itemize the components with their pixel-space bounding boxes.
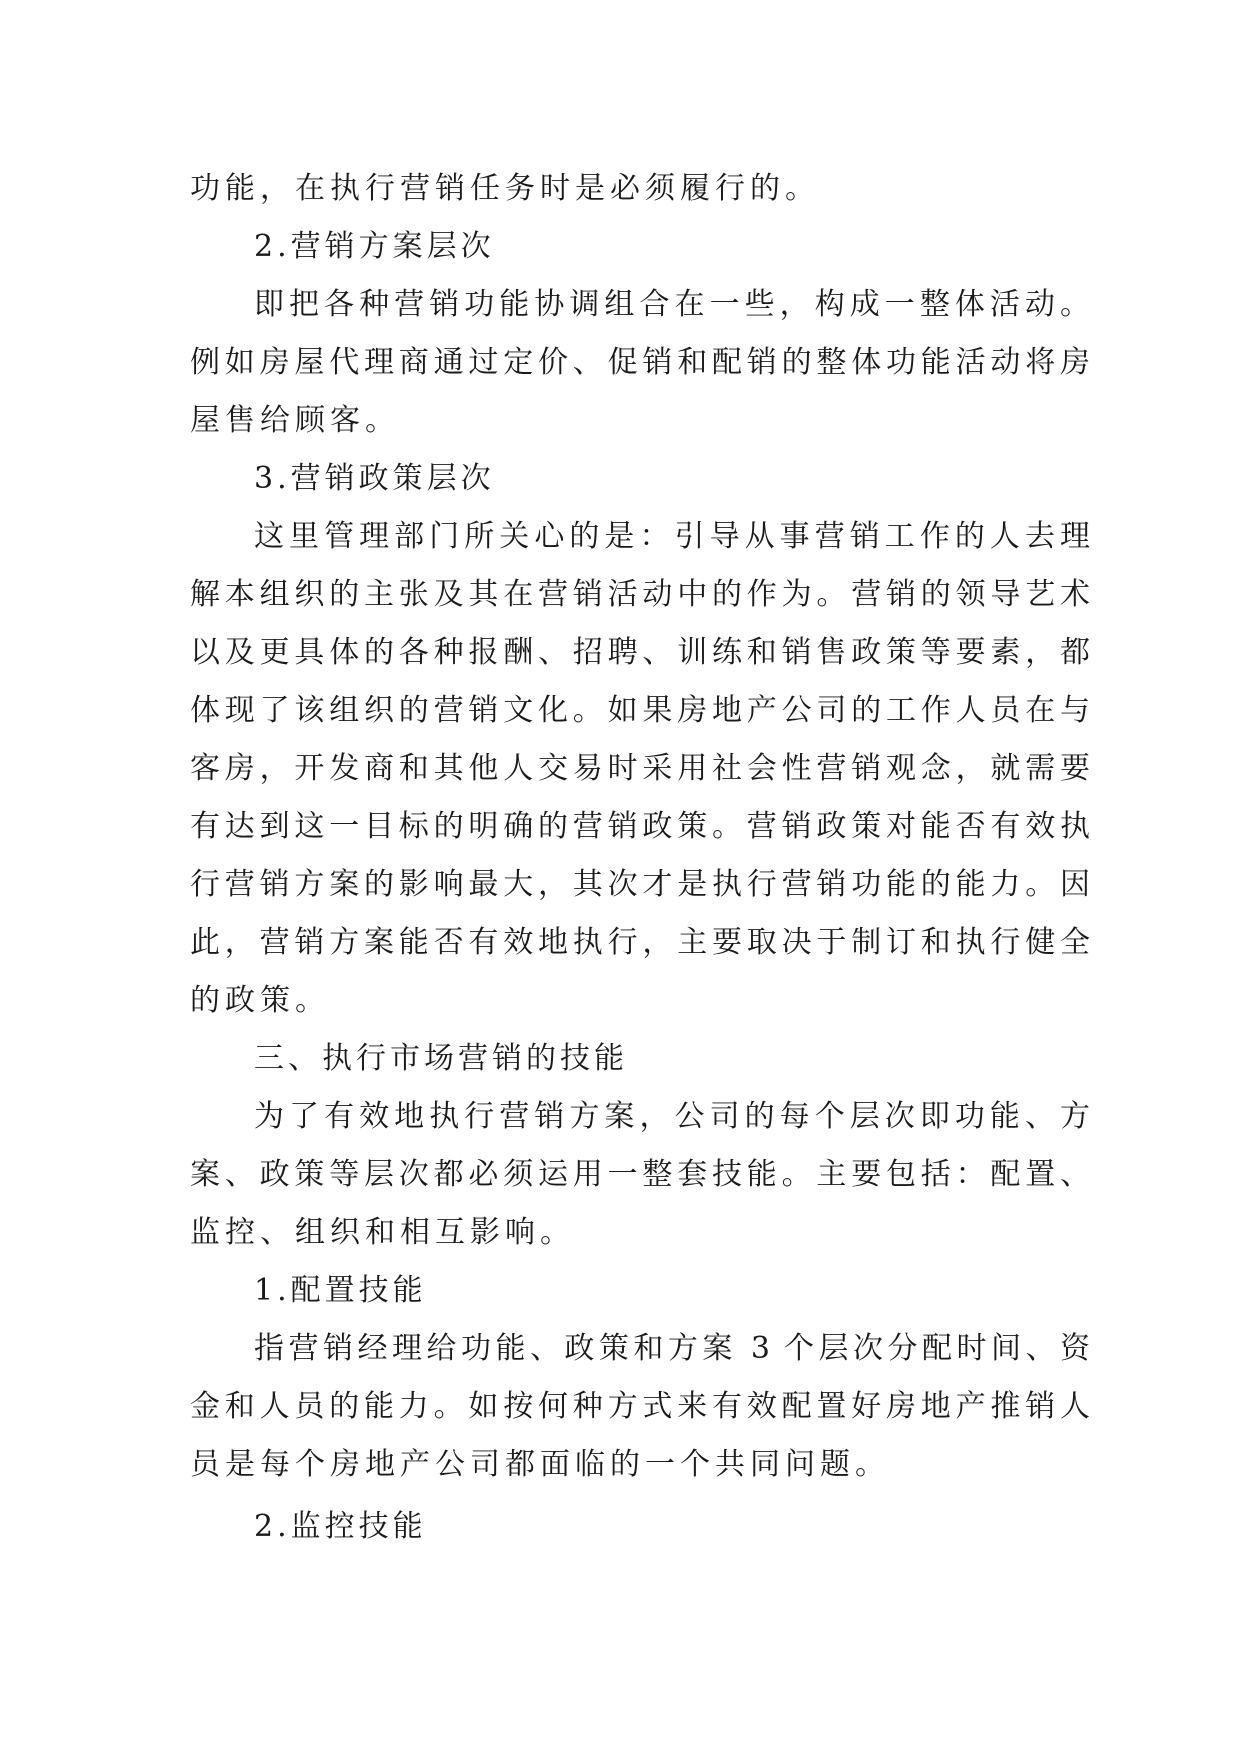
paragraph-line: 的政策。 [190, 983, 330, 1018]
paragraph-line: 监控、组织和相互影响。 [190, 1215, 575, 1250]
paragraph-line: 指营销经理给功能、政策和方案 3 个层次分配时间、资 [254, 1331, 1090, 1366]
paragraph-line: 以及更具体的各种报酬、招聘、训练和销售政策等要素，都 [190, 635, 1090, 670]
section-heading-3-marketing-policy: 3.营销政策层次 [254, 461, 495, 496]
paragraph-line: 为了有效地执行营销方案，公司的每个层次即功能、方 [254, 1099, 1090, 1134]
paragraph-line: 客房，开发商和其他人交易时采用社会性营销观念，就需要 [190, 751, 1090, 786]
paragraph-line: 行营销方案的影响最大，其次才是执行营销功能的能力。因 [190, 867, 1090, 902]
paragraph-line: 员是每个房地产公司都面临的一个共同问题。 [190, 1447, 890, 1482]
paragraph-line: 此，营销方案能否有效地执行，主要取决于制订和执行健全 [190, 925, 1090, 960]
section-heading-1-allocation-skills: 1.配置技能 [254, 1273, 427, 1308]
paragraph-line: 功能，在执行营销任务时是必须履行的。 [190, 171, 820, 206]
section-heading-3-execution-skills: 三、执行市场营销的技能 [254, 1041, 628, 1076]
document-body [190, 160, 1090, 1556]
paragraph-line: 例如房屋代理商通过定价、促销和配销的整体功能活动将房 [190, 345, 1090, 380]
paragraph-line: 有达到这一目标的明确的营销政策。营销政策对能否有效执 [190, 809, 1090, 844]
paragraph-line: 解本组织的主张及其在营销活动中的作为。营销的领导艺术 [190, 577, 1090, 612]
paragraph-line: 这里管理部门所关心的是：引导从事营销工作的人去理 [254, 519, 1090, 554]
paragraph-line: 屋售给顾客。 [190, 403, 400, 438]
paragraph-line: 即把各种营销功能协调组合在一些，构成一整体活动。 [254, 287, 1090, 322]
paragraph-line: 金和人员的能力。如按何种方式来有效配置好房地产推销人 [190, 1389, 1090, 1424]
section-heading-2-marketing-plan: 2.营销方案层次 [254, 229, 495, 264]
section-heading-2-monitoring-skills: 2.监控技能 [254, 1509, 427, 1544]
paragraph-line: 体现了该组织的营销文化。如果房地产公司的工作人员在与 [190, 693, 1090, 728]
paragraph-line: 案、政策等层次都必须运用一整套技能。主要包括：配置、 [190, 1157, 1090, 1192]
